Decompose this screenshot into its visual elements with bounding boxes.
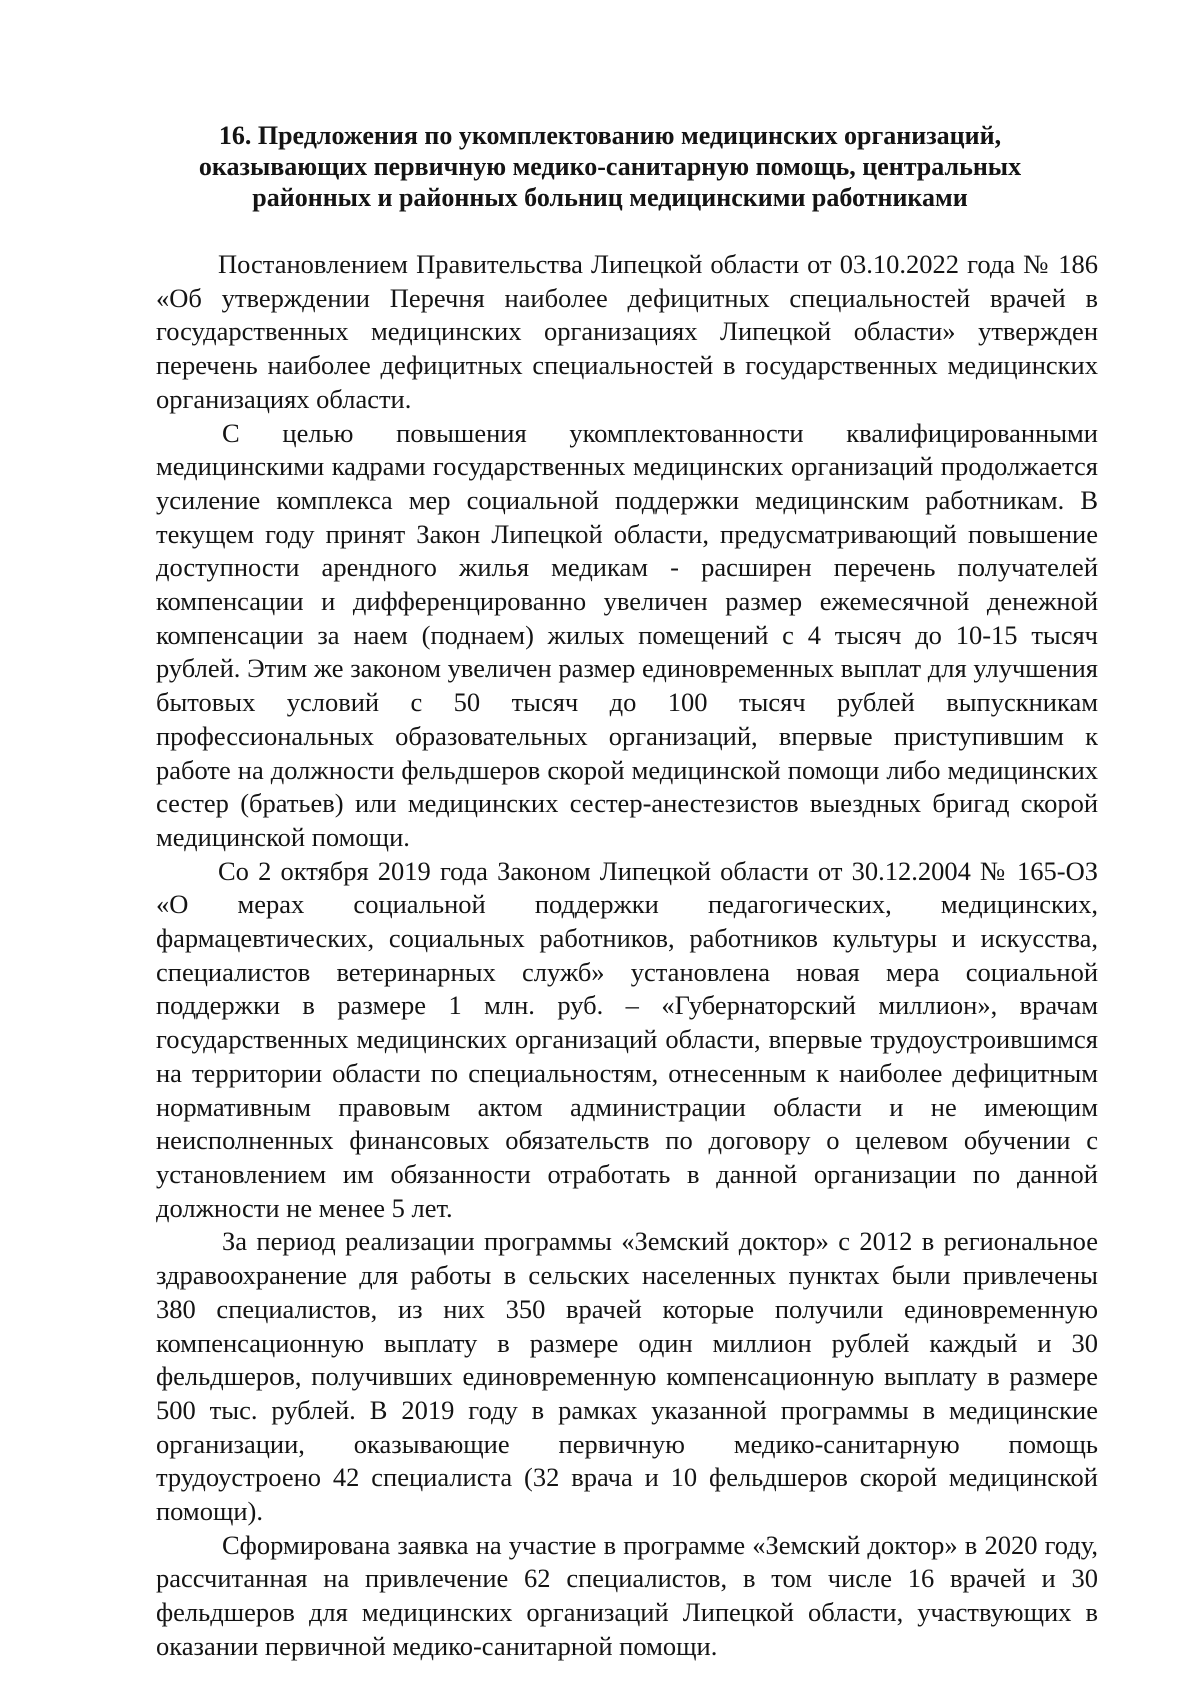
- paragraph: С целью повышения укомплектованности квалифицированными медицинскими кадрами государственных медицинских организаций продолжается усиление комплекса мер социальной поддержки медицинским работникам. В текущем году принят Закон Липецкой области, предусматривающий повышение доступности арендного жилья медикам - расширен перечень получателей компенсации и дифференцированно увеличен размер ежемесячной денежной компенсации за наем (поднаем) жилых помещений с 4 тысяч до 10-15 тысяч рублей. Этим же законом увеличен размер единовременных выплат для улучшения бытовых условий с 50 тысяч до 100 тысяч рублей выпускникам профессиональных образовательных организаций, впервые приступившим к работе на должности фельдшеров скорой медицинской помощи либо медицинских сестер (братьев) или медицинских сестер-анестезистов выездных бригад скорой медицинской помощи.: [156, 417, 1098, 852]
- heading-line: 16. Предложения по укомплектованию медицинских организаций,: [218, 121, 1002, 150]
- heading-line: оказывающих первичную медико-санитарную помощь, центральных: [198, 152, 1022, 181]
- paragraph: Постановлением Правительства Липецкой области от 03.10.2022 года № 186 «Об утверждении Перечня наиболее дефицитных специальностей врачей в государственных медицинских организациях Липецкой области» утвержден перечень наиболее дефицитных специальностей в государственных медицинских организациях области.: [156, 249, 1098, 414]
- section-heading: [150, 120, 1070, 213]
- paragraph: За период реализации программы «Земский доктор» с 2012 в региональное здравоохранение для работы в сельских населенных пунктах были привлечены 380 специалистов, из них 350 врачей которые получили единовременную компенсационную выплату в размере один миллион рублей каждый и 30 фельдшеров, получивших единовременную компенсационную выплату в размере 500 тыс. рублей. В 2019 году в рамках указанной программы в медицинские организации, оказывающие первичную медико-санитарную помощь трудоустроено 42 специалиста (32 врача и 10 фельдшеров скорой медицинской помощи).: [156, 1226, 1098, 1527]
- document-body: [156, 248, 1098, 1664]
- heading-line: районных и районных больниц медицинскими работниками: [252, 183, 968, 212]
- paragraph: Сформирована заявка на участие в программе «Земский доктор» в 2020 году, рассчитанная на привлечение 62 специалистов, в том числе 16 врачей и 30 фельдшеров для медицинских организаций Липецкой области, участвующих в оказании первичной медико-санитарной помощи.: [156, 1529, 1098, 1661]
- paragraph: Со 2 октября 2019 года Законом Липецкой области от 30.12.2004 № 165-ОЗ «О мерах социальной поддержки педагогических, медицинских, фармацевтических, социальных работников, работников культуры и искусства, специалистов ветеринарных служб» установлена новая мера социальной поддержки в размере 1 млн. руб. – «Губернаторский миллион», врачам государственных медицинских организаций области, впервые трудоустроившимся на территории области по специальностям, отнесенным к наиболее дефицитным нормативным правовым актом администрации области и не имеющим неисполненных финансовых обязательств по договору о целевом обучении с установлением им обязанности отработать в данной организации по данной должности не менее 5 лет.: [156, 855, 1098, 1223]
